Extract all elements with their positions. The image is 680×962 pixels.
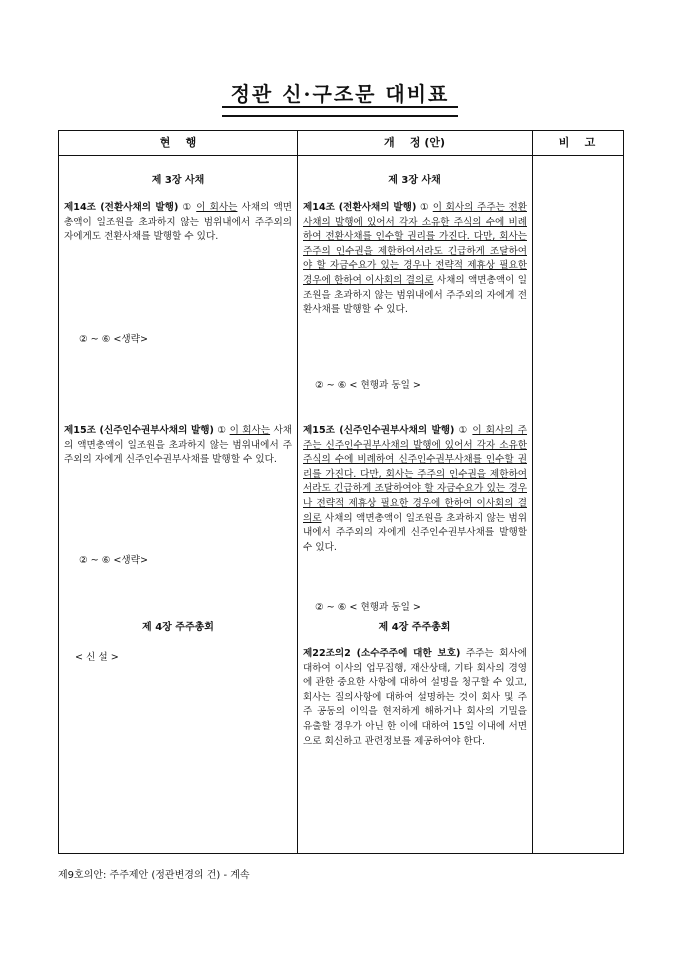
header-proposed: 개 정 (안) xyxy=(383,136,446,149)
current-article15-text: 사채의 액면총액이 일조원을 초과하지 않는 범위내에서 주주외의 자에게 신주인수권부사채를 발행할 수 있다. xyxy=(64,425,292,466)
current-article14-text: 사채의 액면총액이 일조원을 초과하지 않는 범위내에서 주주외의 자에게도 전환사채를 발행할 수 있다. xyxy=(64,202,293,243)
current-article14-omitted: ② ~ ⑥ <생략> xyxy=(79,334,149,345)
header-remarks: 비 고 xyxy=(558,136,596,149)
proposed-article14-label: 제14조 (전환사채의 발행) xyxy=(303,202,417,213)
current-chapter4-title: 제 4장 주주총회 xyxy=(142,622,214,633)
current-article15-label: 제15조 (신주인수권부사채의 발행) xyxy=(64,425,214,436)
current-article15-omitted: ② ~ ⑥ <생략> xyxy=(79,555,149,566)
current-new-provision-note: < 신 설 > xyxy=(75,652,119,663)
proposed-article22-2-label: 제22조의2 (소수주주에 대한 보호) xyxy=(303,648,461,659)
proposed-article14 xyxy=(303,201,527,318)
footer-agenda-note: 제9호의안: 주주제안 (정관변경의 건) - 계속 xyxy=(58,870,250,881)
proposed-article14-text: 사채의 액면총액이 일조원을 초과하지 않는 범위내에서 주주외의 자에게 전환사채를 발행할 수 있다. xyxy=(303,274,527,316)
current-article15-num: ① xyxy=(213,425,230,436)
header-current: 현 행 xyxy=(159,136,197,149)
proposed-article15-label: 제15조 (신주인수권부사채의 발행) xyxy=(303,425,455,436)
comparison-table xyxy=(58,130,624,854)
proposed-article15 xyxy=(303,424,527,555)
current-article15 xyxy=(64,424,292,468)
proposed-chapter4-title: 제 4장 주주총회 xyxy=(378,622,451,633)
current-article14 xyxy=(64,201,292,245)
current-article14-num: ① xyxy=(178,202,197,213)
document-title: 정관 신·구조문 대비표 xyxy=(230,82,450,106)
current-article14-label: 제14조 (전환사채의 발행) xyxy=(64,202,179,213)
column-divider-2 xyxy=(532,131,533,853)
proposed-article15-num: ① xyxy=(454,425,473,436)
proposed-article15-underlined: 이 회사의 주주는 신주인수권부사채의 발행에 있어서 각자 소유한 주식의 수에 비례하여 신주인수권부사채를 인수할 권리를 가진다. 다만, 회사는 주주의 인수권을 제한하여서라도 긴급하게 조달하여야 할 자금수요가 있는 경우나 전략적 제휴상 필요한 경우에 한하여 이사회의 결의로 xyxy=(303,425,528,524)
column-divider-1 xyxy=(297,131,298,853)
current-chapter3-title: 제 3장 사채 xyxy=(151,175,205,186)
proposed-article14-num: ① xyxy=(416,202,433,213)
proposed-article15-text: 사채의 액면총액이 일조원을 초과하지 않는 범위내에서 주주외의 자에게 신주인수권부사채를 발행할 수 있다. xyxy=(303,512,527,553)
proposed-article15-same: ② ~ ⑥ < 현행과 동일 > xyxy=(315,602,421,613)
proposed-article22-2 xyxy=(303,647,527,749)
proposed-chapter3-title: 제 3장 사채 xyxy=(388,175,441,186)
current-article15-underlined: 이 회사는 xyxy=(229,425,271,436)
proposed-article22-2-text: 주주는 회사에 대하여 이사의 업무집행, 재산상태, 기타 회사의 경영에 관한 중요한 사항에 대하여 설명을 청구할 수 있고, 회사는 질의사항에 대하여 설명하는 것이 회사 및 주주 공동의 이익을 현저하게 해하거나 회사의 기밀을 유출할 경우가 아닌 한 이에 대하여 15일 이내에 서면으로 회신하고 관련정보를 제공하여야 한다. xyxy=(303,648,527,747)
current-article14-underlined: 이 회사는 xyxy=(196,202,238,213)
title-double-underline xyxy=(222,106,458,117)
proposed-article14-same: ② ~ ⑥ < 현행과 동일 > xyxy=(315,380,421,391)
proposed-article14-underlined: 이 회사의 주주는 전환사채의 발행에 있어서 각자 소유한 주식의 수에 비례하여 전환사채를 인수할 권리를 가진다. 다만, 회사는 주주의 인수권을 제한하여서라도 긴급하게 조달하여야 할 자금수요가 있는 경우나 전략적 제휴상 필요한 경우에 한하여 이사회의 결의로 xyxy=(303,202,527,286)
